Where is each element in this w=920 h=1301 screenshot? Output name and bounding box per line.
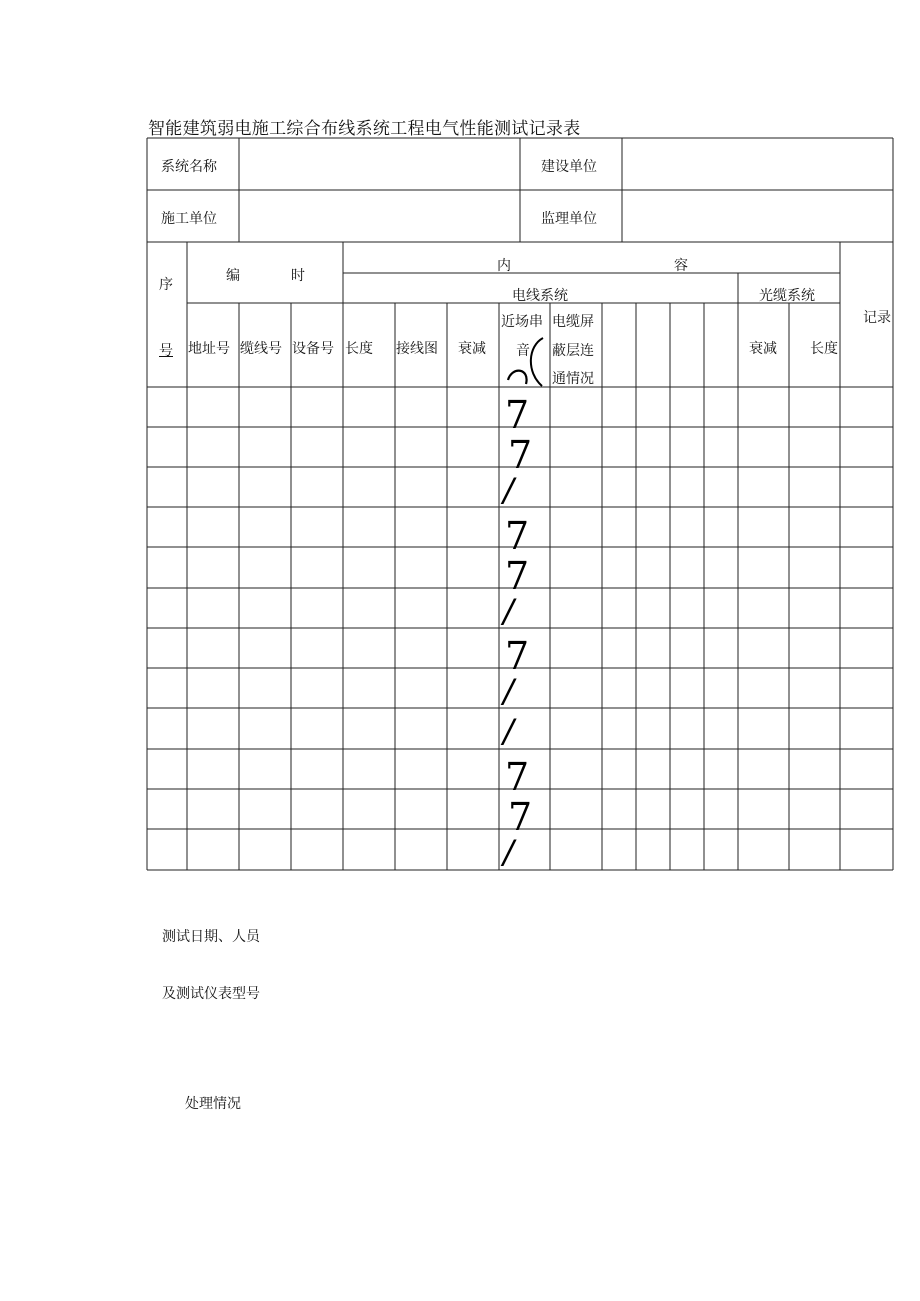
- col-fiber-length: 长度: [810, 341, 838, 357]
- col-cable: 缆线号: [240, 341, 282, 357]
- content-header-2: 容: [674, 258, 688, 274]
- col-wiring: 接线图: [396, 341, 438, 357]
- next-mark: 7: [505, 393, 530, 437]
- record-header: 记录: [863, 310, 891, 326]
- col-shield-line3: 通情况: [552, 371, 594, 387]
- col-address: 地址号: [188, 341, 230, 357]
- col-attenuation: 衰减: [458, 341, 486, 357]
- content-header-1: 内: [497, 258, 511, 274]
- next-mark: /: [503, 833, 514, 871]
- system-name-label: 系统名称: [161, 159, 217, 175]
- instrument-label: 及测试仪表型号: [162, 986, 260, 1002]
- next-mark: /: [503, 712, 514, 750]
- next-mark: 7: [505, 514, 530, 558]
- next-mark: /: [503, 592, 514, 630]
- supervision-label: 监理单位: [541, 211, 597, 227]
- col-device: 设备号: [292, 341, 334, 357]
- next-mark: /: [503, 471, 514, 509]
- seq-header-bottom: 号: [159, 343, 173, 359]
- col-next-line2: 音: [516, 343, 530, 359]
- page-title: 智能建筑弱电施工综合布线系统工程电气性能测试记录表: [148, 119, 581, 139]
- next-mark: 7: [505, 634, 530, 678]
- code-header-1: 编: [226, 268, 240, 284]
- next-mark: 7: [508, 795, 533, 839]
- fiber-system-header: 光缆系统: [759, 288, 815, 304]
- next-mark: 7: [505, 554, 530, 598]
- col-next-line1: 近场串: [501, 314, 543, 330]
- col-shield-line1: 电缆屏: [552, 314, 594, 330]
- code-header-2: 时: [291, 268, 305, 284]
- col-length: 长度: [345, 341, 373, 357]
- test-date-label: 测试日期、人员: [162, 929, 260, 945]
- col-shield-line2: 蔽层连: [552, 343, 594, 359]
- seq-header-top: 序: [159, 277, 173, 293]
- next-mark: /: [503, 672, 514, 710]
- builder-label: 施工单位: [161, 211, 217, 227]
- col-fiber-attenuation: 衰减: [749, 341, 777, 357]
- next-mark: 7: [505, 755, 530, 799]
- electric-system-header: 电线系统: [512, 288, 568, 304]
- next-mark: 7: [508, 433, 533, 477]
- handling-label: 处理情况: [185, 1096, 241, 1112]
- construction-unit-label: 建设单位: [541, 159, 597, 175]
